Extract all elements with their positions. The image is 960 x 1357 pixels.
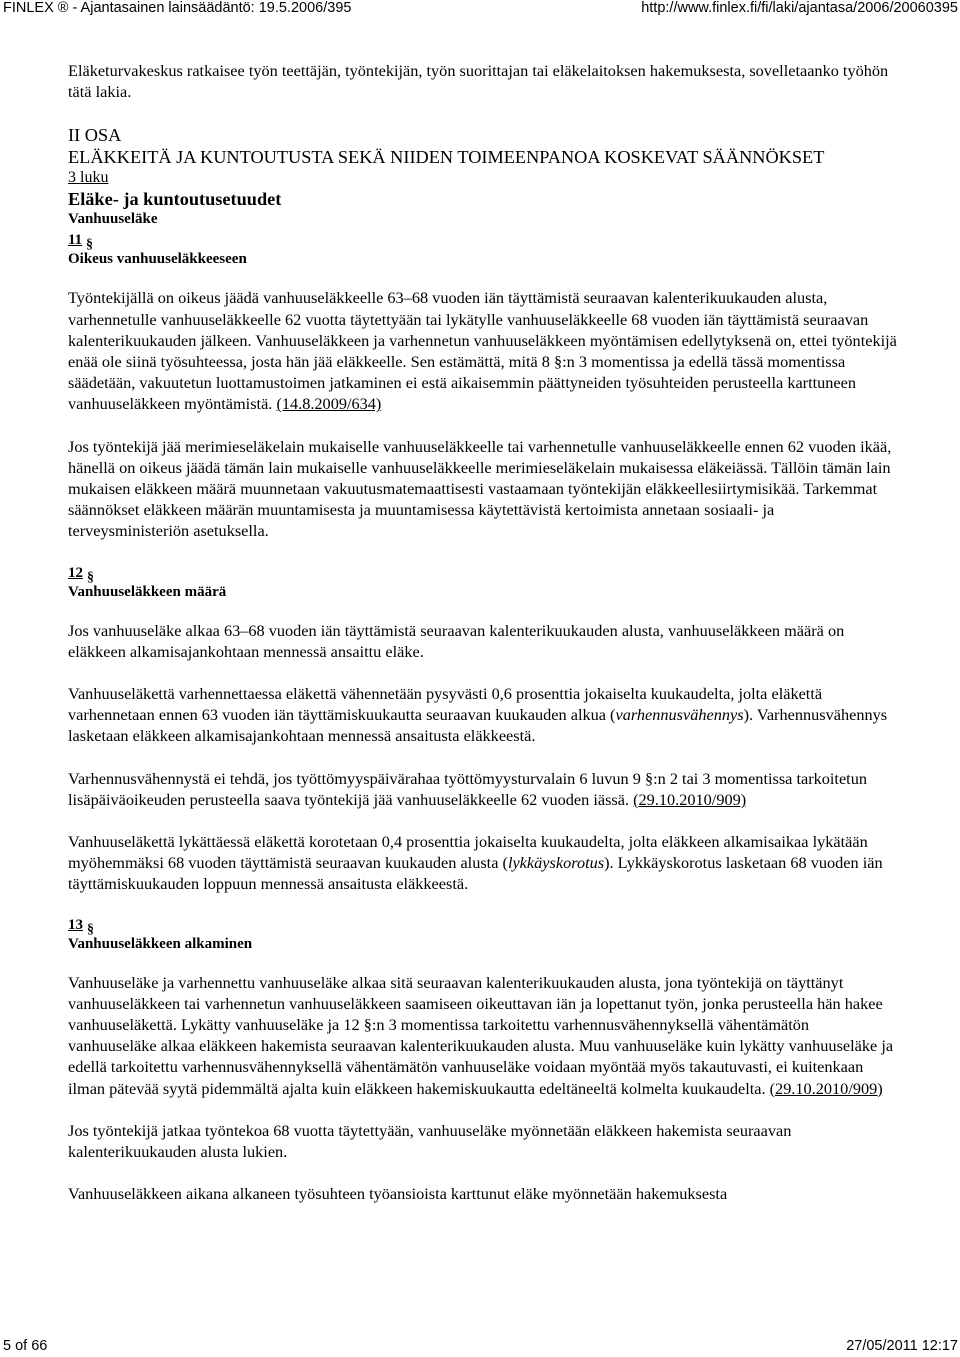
section-sign-icon <box>85 236 96 250</box>
section-12-paragraph-4: Vanhuuseläkettä lykättäessä eläkettä korotetaan 0,4 prosenttia jokaiselta kuukaudelta, jolta eläkkeen alkamisaikaa lykätään myöhemmäksi 68 vuoden täyttämistä seuraavan kuukauden alusta (lykkäyskorotus). Lykkäyskorotus lasketaan 68 vuoden iän täyttämiskuukauden loppuun mennessä ansaitusta eläkkeestä. <box>68 832 883 894</box>
section-sign-icon: § <box>554 352 563 372</box>
part-title: ELÄKKEITÄ JA KUNTOUTUSTA SEKÄ NIIDEN TOIMEENPANOA KOSKEVAT SÄÄNNÖKSET <box>68 147 825 168</box>
section-11-title: Oikeus vanhuuseläkkeeseen <box>68 251 247 268</box>
section-12-paragraph-3: Varhennusvähennystä ei tehdä, jos työttömyyspäivärahaa työttömyysturvalain 6 luvun 9 §:n 2 tai 3 momentissa tarkoitetun lisäpäiväoikeuden perusteella saava työntekijä jää vanhuuseläkkeelle 62 vuoden iässä. (29.10.2010/909) <box>68 768 867 809</box>
section-12-paragraph-1: Jos vanhuuseläke alkaa 63–68 vuoden iän täyttämistä seuraavan kalenterikuukauden alusta, vanhuuseläkkeen määrä on eläkkeen alkamisajankohtaan mennessä ansaittu eläke. <box>68 620 845 661</box>
section-sign-icon <box>86 921 97 935</box>
term-varhennusvahennys: varhennusvähennys <box>615 705 744 725</box>
amendment-link[interactable]: (29.10.2010/909) <box>633 789 747 809</box>
svg-text:§: § <box>86 237 94 251</box>
section-13-paragraph-3: Vanhuuseläkkeen aikana alkaneen työsuhteen työansioista karttunut eläke myönnetään hakemuksesta <box>68 1184 728 1204</box>
section-13-title: Vanhuuseläkkeen alkaminen <box>68 935 253 952</box>
section-12-number-link[interactable]: 12 <box>68 564 83 581</box>
section-13-paragraph-1: Vanhuuseläke ja varhennettu vanhuuseläke alkaa sitä seuraavan kalenterikuukauden alusta, jona työntekijä on täyttänyt vanhuuseläkkeen tai varhennetun vanhuuseläkkeen saamiseen oikeuttavan iän ja lopettanut työn, jonka perusteella hän hakee vanhuuseläkettä. Lykätty vanhuuseläke ja 12 §:n 3 momentissa tarkoitettu varhennusvähennyksellä vähentämätön vanhuuseläke alkaa eläkkeen hakemista seuraavan kalenterikuukauden alusta. Muu vanhuuseläke kuin lykätty vanhuuseläke ja edellä tarkoitettu varhennusvähennyksellä vähentämätön vanhuuseläke voidaan myöntää myös takautuvasti, ei kuitenkaan ilman pätevää syytä pidemmältä ajalta kuin eläkkeen hakemiskuukautta edeltäneeltä kolmelta kuukaudelta. (29.10.2010/909) <box>68 972 894 1098</box>
section-sign-icon: § <box>363 1015 372 1035</box>
section-11-paragraph-1: Työntekijällä on oikeus jäädä vanhuuseläkkeelle 63–68 vuoden iän täyttämistä seuraavan kalenterikuukauden alusta, varhennetulle vanhuuseläkkeelle 62 vuotta täytettyään tai lykätylle vanhuuseläkkeelle 68 vuoden iän täyttämistä seuraavan kalenterikuukauden jälkeen. Vanhuuseläkkeen ja varhennetun vanhuuseläkkeen myöntämisen edellytyksenä on, ettei työntekijä enää ole siinä työsuhteessa, josta hän jää eläkkeelle. Sen estämättä, mitä 8 §:n 3 momentissa ja edellä tässä momentissa säädetään, vakuutetun luottamustoimen jatkaminen ei estä aikaisemmin päättyneiden työsuhteiden perusteella karttuneen vanhuuseläkkeen myöntämistä. (14.8.2009/634) <box>68 288 897 414</box>
section-13-paragraph-2: Jos työntekijä jatkaa työntekoa 68 vuotta täytettyään, vanhuuseläke myönnetään eläkkeen hakemista seuraavan kalenterikuukauden alusta lukien. <box>68 1120 792 1162</box>
svg-text:§: § <box>87 569 94 583</box>
section-11 <box>68 231 898 541</box>
header-url: http://www.finlex.fi/fi/laki/ajantasa/2006/20060395 <box>641 0 958 16</box>
section-sign-icon: § <box>644 768 654 788</box>
browser-print-footer <box>0 1338 960 1356</box>
chapter-number-link[interactable]: 3 luku <box>68 169 109 187</box>
chapter-title: Eläke- ja kuntoutusetuudet <box>68 189 282 210</box>
section-11-paragraph-2: Jos työntekijä jää merimieseläkelain mukaiselle vanhuuseläkkeelle tai varhennetulle vanhuuseläkkeelle ennen 62 vuoden ikää, hänellä on oikeus jäädä tämän lain mukaiselle vanhuuseläkkeelle merimieseläkelain mukaisessa eläkeiässä. Tällöin tämän lain mukaisen eläkkeen määrä muunnetaan vakuutusmatemaattisesti vastaamaan työntekijän eläkkeellesiirtymisikää. Tarkemmat säännökset eläkkeen määrän muuntamisesta ja muuntamisessa käytettävistä kertoimista annetaan sosiaali- ja terveysministeriön asetuksella. <box>68 436 892 541</box>
section-12-paragraph-2: Vanhuuseläkettä varhennettaessa eläkettä vähennetään pysyvästi 0,6 prosenttia jokaiselta kuukaudelta, jolta eläkettä varhennetaan ennen 63 vuoden iän täyttämiskuukautta seuraavan kuukauden alkua (varhennusvähennys). Varhennusvähennys lasketaan eläkkeen alkamisajankohtaan mennessä ansaitusta eläkkeestä. <box>68 684 888 746</box>
section-11-number-link[interactable]: 11 <box>68 232 83 249</box>
amendment-link[interactable]: (29.10.2010/909) <box>769 1078 883 1098</box>
svg-text:§: § <box>87 921 94 935</box>
browser-print-header <box>0 0 960 18</box>
intro-paragraph: Eläketurvakeskus ratkaisee työn teettäjän, työntekijän, työn suorittajan tai eläkelaitoksen hakemuksesta, sovelletaanko työhön tätä lakia. <box>68 61 889 102</box>
subheading-vanhuuselake: Vanhuuseläke <box>68 211 158 228</box>
section-13 <box>68 916 898 1205</box>
footer-datetime: 27/05/2011 12:17 <box>846 1338 958 1354</box>
section-12-title: Vanhuuseläkkeen määrä <box>68 583 227 600</box>
document-body <box>68 60 898 1205</box>
part-number: II OSA <box>68 125 122 146</box>
section-12 <box>68 564 898 895</box>
section-sign-icon <box>86 569 97 583</box>
term-lykkayskorotus: lykkäyskorotus <box>507 853 605 873</box>
header-page-title: FINLEX ® - Ajantasainen lainsäädäntö: 19.5.2006/395 <box>3 0 352 16</box>
footer-page-count: 5 of 66 <box>3 1338 48 1354</box>
section-13-number-link[interactable]: 13 <box>68 916 83 933</box>
part-heading <box>68 124 898 229</box>
amendment-link[interactable]: (14.8.2009/634) <box>276 394 382 414</box>
